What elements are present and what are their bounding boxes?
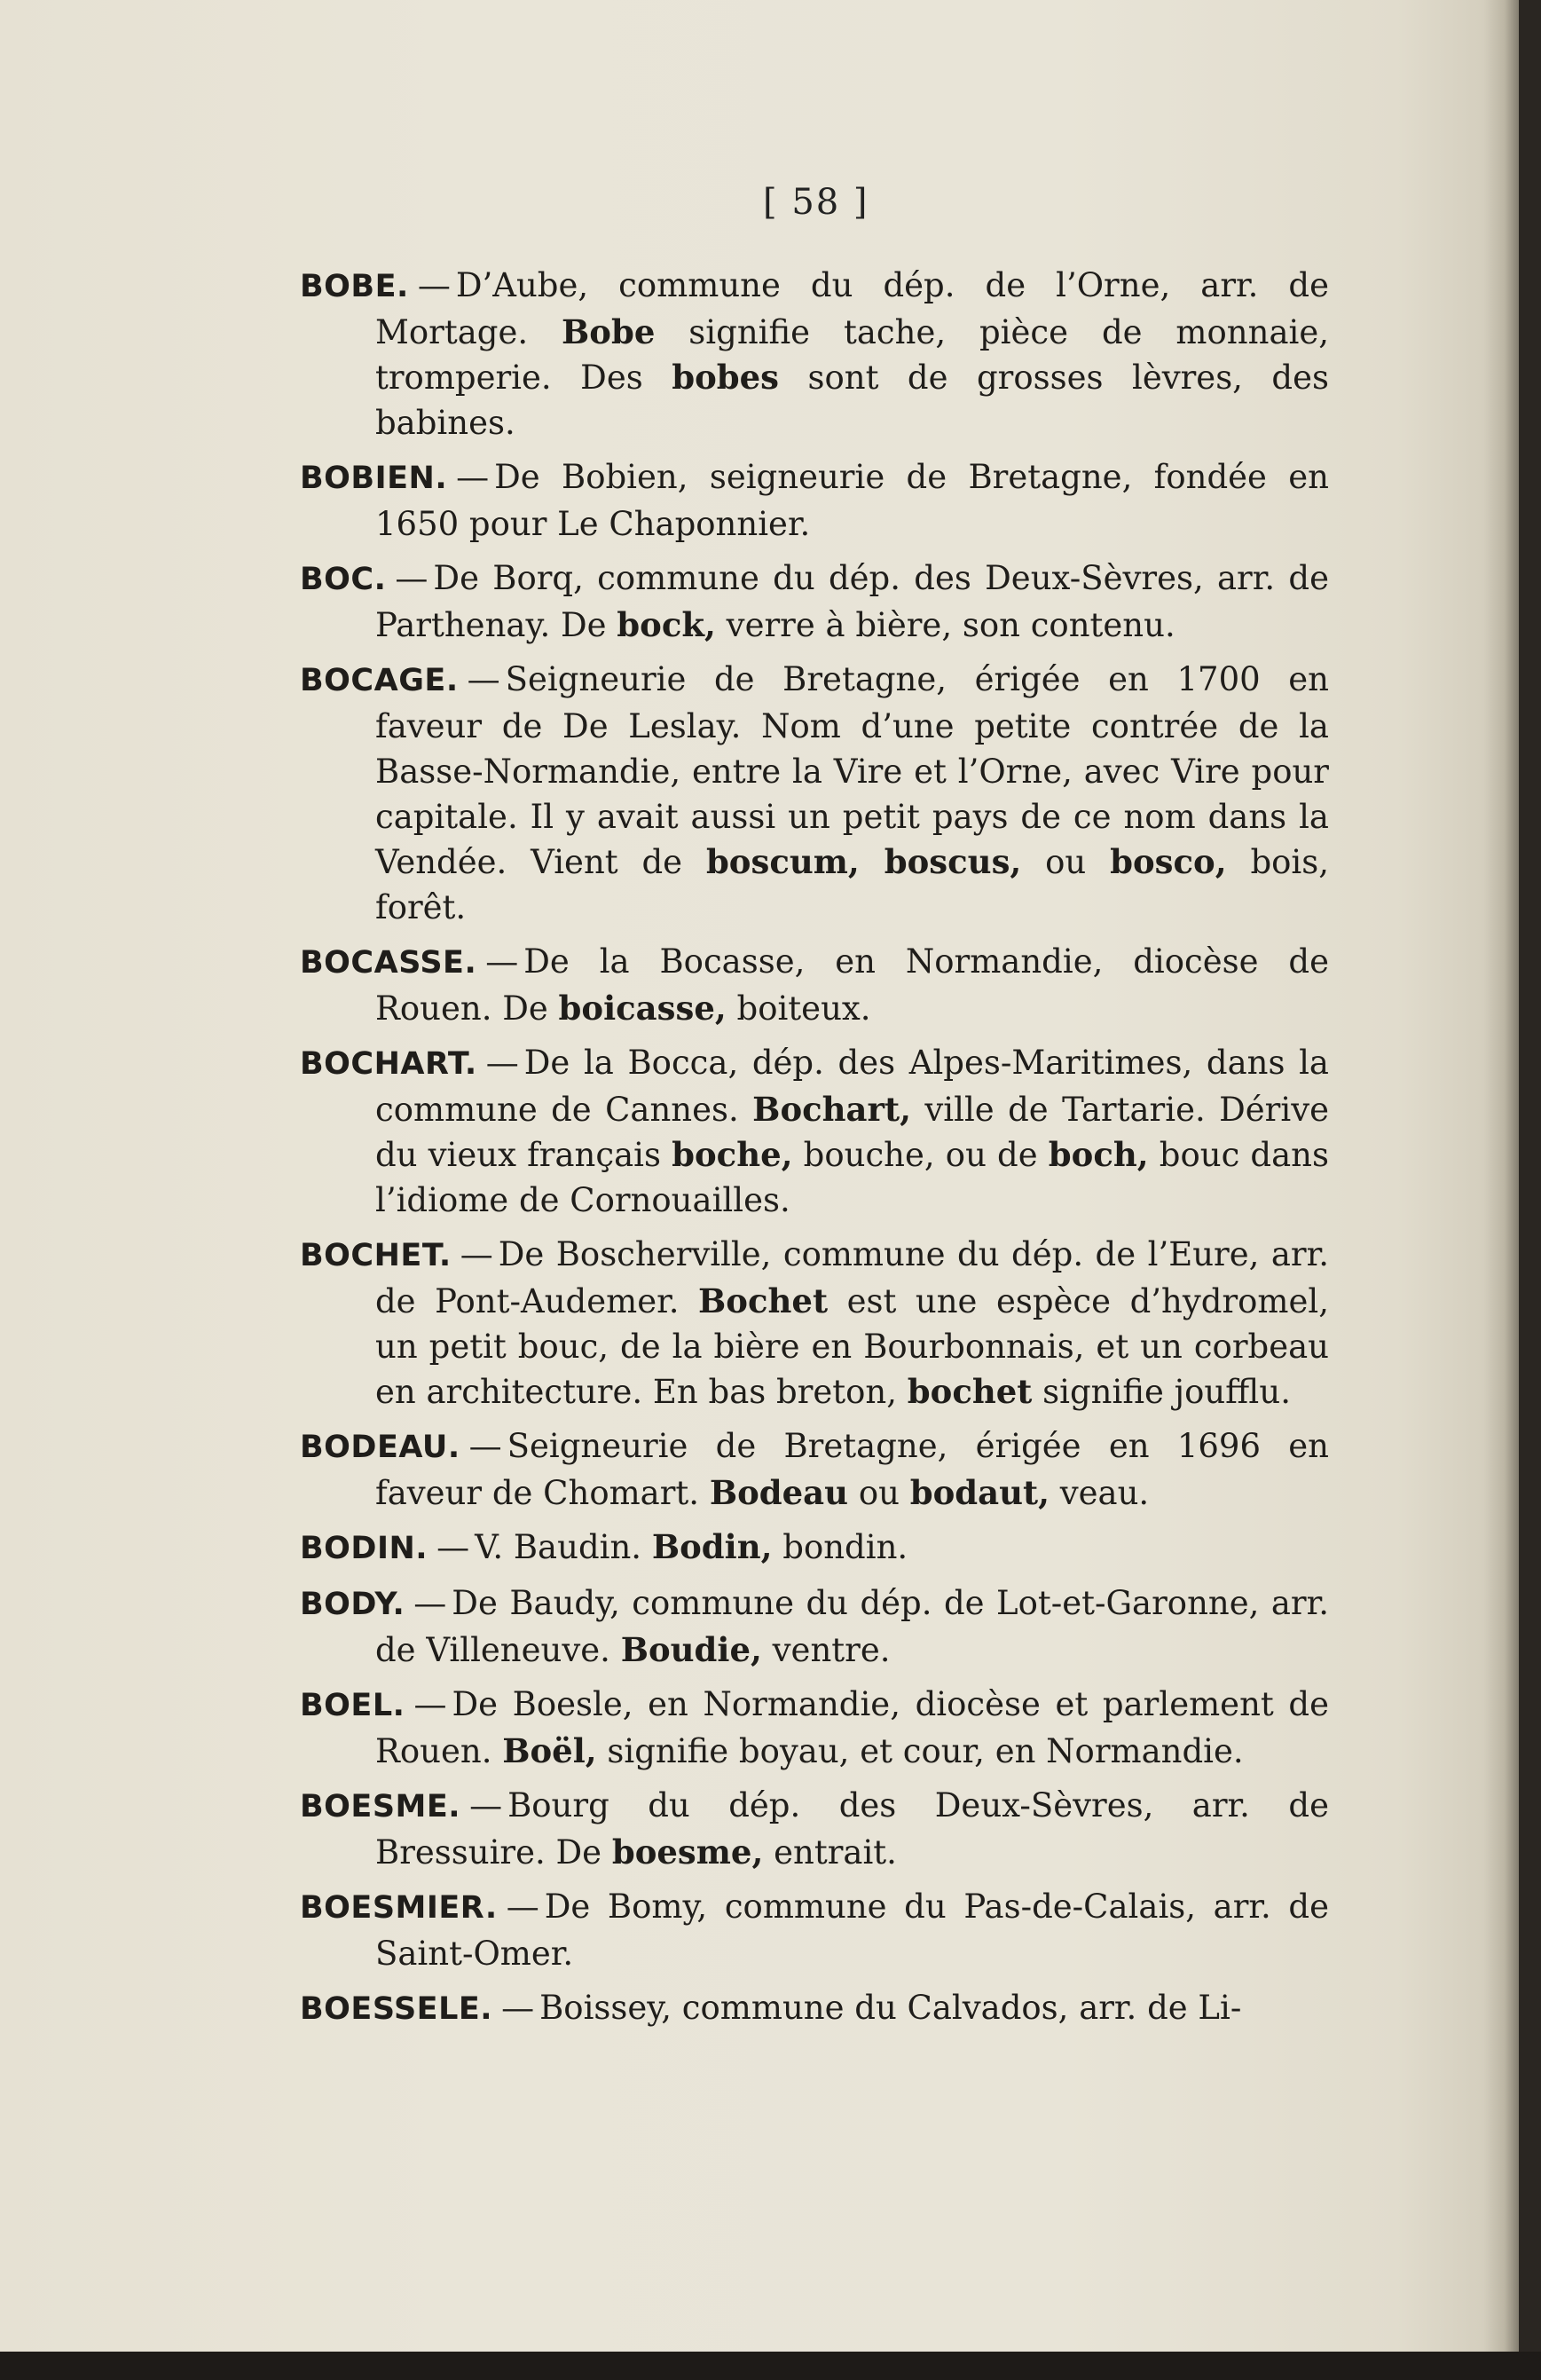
entry-keyword: boesme,: [611, 1832, 764, 1872]
entry-text: Seigneurie de Bretagne, érigée en 1696 en faveur de Chomart.: [375, 1427, 1329, 1512]
em-dash: —: [501, 1989, 535, 2027]
em-dash: —: [467, 660, 500, 698]
scan-bottom-border: [0, 2352, 1541, 2380]
entry-headword: BOC.: [300, 562, 387, 597]
entry-headword: BOEL.: [300, 1688, 405, 1723]
entry-keyword: boche,: [672, 1135, 793, 1174]
entry-headword: BOESME.: [300, 1789, 461, 1824]
dictionary-entry: [300, 1985, 1329, 2032]
page-edge-shadow: [1483, 0, 1519, 2352]
entry-text: De Bobien, seigneurie de Bretagne, fondée en 1650 pour Le Chaponnier.: [375, 458, 1329, 543]
entry-headword: BOESSELE.: [300, 1991, 493, 2027]
entry-keyword: bodaut,: [909, 1473, 1050, 1512]
entry-keyword: boscum, boscus,: [705, 842, 1022, 881]
em-dash: —: [413, 1685, 447, 1723]
entry-text: bouc dans l’idiome de Cornouailles.: [375, 1136, 1329, 1219]
dictionary-entry: [300, 939, 1329, 1031]
entry-keyword: bobes: [672, 358, 779, 397]
entry-keyword: Boël,: [502, 1731, 597, 1770]
entry-text: ville de Tartarie. Dérive du vieux français: [375, 1091, 1330, 1174]
entry-text: ventre.: [761, 1631, 891, 1669]
entry-text: De Bomy, commune du Pas-de-Calais, arr. de Saint-Omer.: [375, 1887, 1329, 1973]
entry-text: entrait.: [763, 1833, 897, 1872]
entry-text: verre à bière, son contenu.: [715, 606, 1175, 644]
entry-text: De Borq, commune du dép. des Deux-Sèvres, arr. de Parthenay. De: [375, 559, 1329, 644]
entry-keyword: bock,: [617, 605, 716, 644]
entry-text: Seigneurie de Bretagne, érigée en 1700 en faveur de De Leslay. Nom d’une petite contrée de la Basse-Normandie, entre la Vire et l’Orne, avec Vire pour capitale. Il y avait aussi un petit pays de ce nom dans la Vendée. Vient de: [375, 660, 1329, 881]
dictionary-entry: [300, 1884, 1329, 1976]
entry-keyword: bosco,: [1110, 842, 1227, 881]
entry-keyword: Bodeau: [709, 1473, 849, 1512]
entry-headword: BODY.: [300, 1587, 405, 1622]
dictionary-entry: [300, 263, 1329, 445]
entry-headword: BOCHET.: [300, 1238, 452, 1273]
entry-headword: BOCASSE.: [300, 945, 477, 981]
em-dash: —: [460, 1235, 493, 1273]
entry-keyword: bochet: [907, 1372, 1033, 1411]
em-dash: —: [436, 1528, 470, 1566]
entry-text: De la Bocasse, en Normandie, diocèse de Rouen. De: [375, 942, 1329, 1028]
entry-text: Bourg du dép. des Deux-Sèvres, arr. de Bressuire. De: [375, 1786, 1329, 1872]
entry-text: bouche, ou de: [792, 1136, 1049, 1174]
dictionary-entry: [300, 1040, 1329, 1223]
em-dash: —: [506, 1887, 539, 1926]
entry-text: veau.: [1049, 1474, 1150, 1512]
entry-text: De la Bocca, dép. des Alpes-Maritimes, dans la commune de Cannes.: [375, 1044, 1329, 1129]
dictionary-entry: [300, 1682, 1329, 1774]
em-dash: —: [485, 942, 519, 981]
entry-headword: BOCHART.: [300, 1046, 477, 1082]
entry-text: De Baudy, commune du dép. de Lot-et-Garonne, arr. de Villeneuve.: [375, 1584, 1329, 1669]
entry-headword: BOCAGE.: [300, 663, 459, 698]
dictionary-entry: [300, 657, 1329, 930]
dictionary-entry: [300, 1783, 1329, 1875]
entry-keyword: Bodin,: [651, 1527, 773, 1566]
entry-headword: BODIN.: [300, 1531, 428, 1566]
entry-keyword: Bochart,: [752, 1090, 911, 1129]
em-dash: —: [413, 1584, 447, 1622]
entry-text: sont de grosses lèvres, des babines.: [375, 359, 1329, 442]
dictionary-entry: [300, 1232, 1329, 1415]
em-dash: —: [469, 1786, 503, 1824]
entry-text: signifie boyau, et cour, en Normandie.: [596, 1732, 1244, 1770]
em-dash: —: [456, 458, 490, 496]
entry-text: boiteux.: [726, 989, 871, 1028]
entry-text: bondin.: [772, 1528, 908, 1566]
em-dash: —: [485, 1044, 519, 1082]
entry-keyword: Boudie,: [620, 1630, 762, 1669]
entry-keyword: boicasse,: [558, 989, 727, 1028]
dictionary-entry: [300, 556, 1329, 648]
entry-text: Boissey, commune du Calvados, arr. de Li-: [539, 1989, 1242, 2027]
entry-text: signifie joufflu.: [1032, 1373, 1291, 1411]
em-dash: —: [468, 1427, 502, 1465]
page-number: [ 58 ]: [763, 182, 869, 223]
entry-keyword: Bochet: [698, 1281, 829, 1320]
entry-headword: BOBE.: [300, 269, 409, 304]
em-dash: —: [395, 559, 428, 597]
entry-text: ou: [848, 1474, 910, 1512]
entry-text: ou: [1021, 843, 1111, 881]
dictionary-entry: [300, 1525, 1329, 1572]
entry-text: est une espèce d’hydromel, un petit bouc, de la bière en Bourbonnais, et un corbeau en architecture. En bas breton,: [375, 1282, 1329, 1411]
dictionary-entry: [300, 1580, 1329, 1673]
entry-text: D’Aube, commune du dép. de l’Orne, arr. de Mortage.: [375, 266, 1329, 351]
entry-keyword: boch,: [1048, 1135, 1149, 1174]
entry-keyword: Bobe: [562, 312, 656, 351]
entry-text: signifie tache, pièce de monnaie, tromperie. Des: [375, 313, 1329, 397]
entry-text: V. Baudin.: [475, 1528, 652, 1566]
em-dash: —: [417, 266, 451, 304]
entry-headword: BOESMIER.: [300, 1890, 498, 1926]
dictionary-entry: [300, 454, 1329, 547]
dictionary-entries: [300, 263, 1329, 2041]
entry-headword: BOBIEN.: [300, 461, 448, 496]
dictionary-entry: [300, 1423, 1329, 1516]
entry-text: De Boscherville, commune du dép. de l’Eure, arr. de Pont-Audemer.: [375, 1235, 1329, 1320]
entry-text: De Boesle, en Normandie, diocèse et parlement de Rouen.: [375, 1685, 1329, 1770]
entry-headword: BODEAU.: [300, 1430, 460, 1465]
entry-text: bois, forêt.: [375, 843, 1329, 926]
